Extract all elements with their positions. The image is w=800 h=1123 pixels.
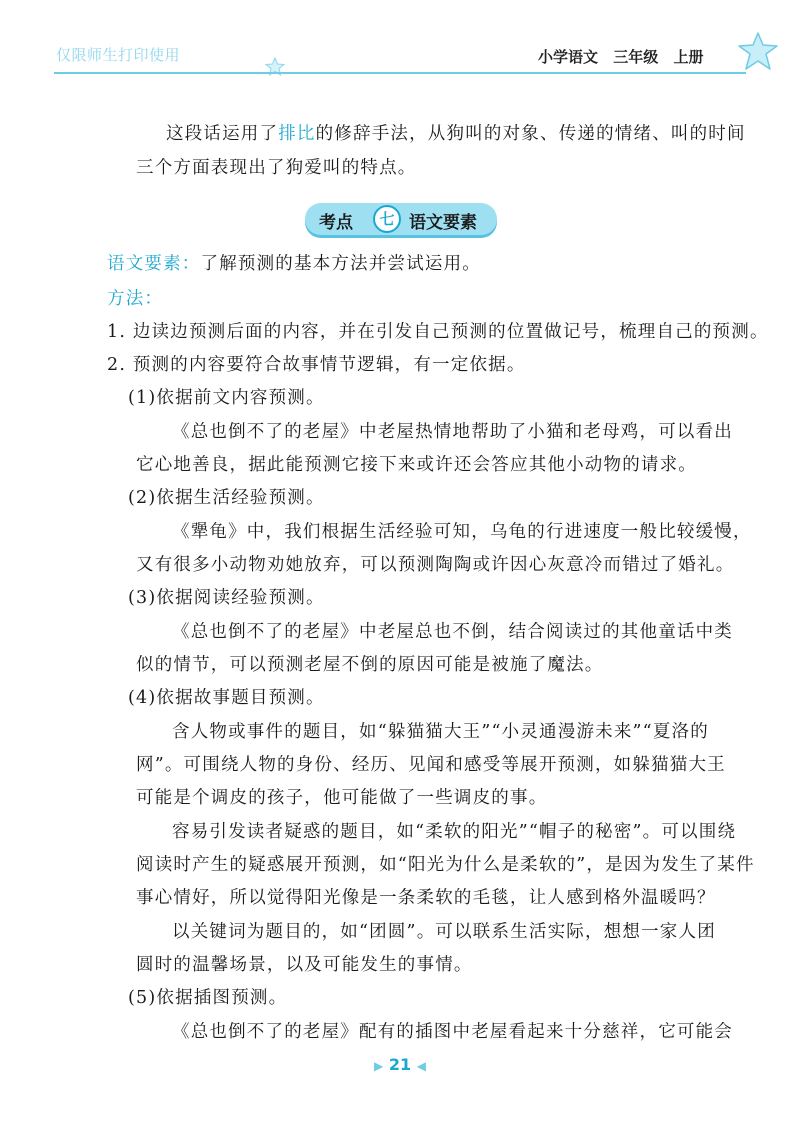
body-line: 《总也倒不了的老屋》中老屋热情地帮助了小猫和老母鸡，可以看出 bbox=[172, 422, 733, 442]
body-line: 圆时的温馨场景，以及可能发生的事情。 bbox=[136, 955, 473, 975]
intro-highlight: 排比 bbox=[278, 124, 316, 144]
star-icon-large bbox=[734, 30, 782, 74]
chevron-left-icon: ◀ bbox=[416, 1059, 426, 1073]
body-line: (5)依据插图预测。 bbox=[128, 988, 288, 1008]
body-line: (1)依据前文内容预测。 bbox=[128, 388, 325, 408]
page-number: 21 bbox=[388, 1055, 412, 1074]
body-line: 含人物或事件的题目，如“躲猫猫大王”“小灵通漫游未来”“夏洛的 bbox=[172, 722, 709, 742]
intro-text-post: 的修辞手法，从狗叫的对象、传递的情绪、叫的时间 bbox=[315, 124, 746, 144]
page-number-footer bbox=[368, 1055, 432, 1074]
body-line: (4)依据故事题目预测。 bbox=[128, 688, 325, 708]
body-line: 1. 边读边预测后面的内容，并在引发自己预测的位置做记号，梳理自己的预测。 bbox=[107, 322, 769, 342]
body-line: (3)依据阅读经验预测。 bbox=[128, 588, 325, 608]
body-line: 它心地善良，据此能预测它接下来或许还会答应其他小动物的请求。 bbox=[136, 455, 697, 475]
intro-line-2: 三个方面表现出了狗爱叫的特点。 bbox=[136, 158, 417, 178]
banner-number-badge: 七 bbox=[373, 205, 401, 233]
body-line: 网”。可围绕人物的身份、经历、见闻和感受等展开预测，如躲猫猫大王 bbox=[136, 755, 726, 775]
body-line: 阅读时产生的疑惑展开预测，如“阳光为什么是柔软的”，是因为发生了某件 bbox=[136, 855, 755, 875]
watermark-text: 仅限师生打印使用 bbox=[56, 46, 181, 64]
body-line: 《总也倒不了的老屋》中老屋总也不倒，结合阅读过的其他童话中类 bbox=[172, 622, 733, 642]
body-line: 2. 预测的内容要符合故事情节逻辑，有一定依据。 bbox=[107, 355, 526, 375]
body-line: 容易引发读者疑惑的题目，如“柔软的阳光”“帽子的秘密”。可以围绕 bbox=[172, 822, 737, 842]
body-line: 《犟龟》中，我们根据生活经验可知，乌龟的行进速度一般比较缓慢， bbox=[172, 522, 752, 542]
element-label: 语文要素： bbox=[107, 254, 201, 274]
body-line: 以关键词为题目的，如“团圆”。可以联系生活实际，想想一家人团 bbox=[172, 922, 716, 942]
element-line bbox=[107, 250, 481, 275]
header-divider bbox=[54, 72, 746, 74]
intro-line-1 bbox=[166, 120, 746, 145]
body-line: (2)依据生活经验预测。 bbox=[128, 488, 325, 508]
body-line: 事心情好，所以觉得阳光像是一条柔软的毛毯，让人感到格外温暖吗？ bbox=[136, 888, 716, 908]
banner-label-left: 考点 bbox=[319, 213, 353, 233]
method-label: 方法： bbox=[107, 289, 164, 309]
element-text: 了解预测的基本方法并尝试运用。 bbox=[200, 254, 481, 274]
star-icon-small bbox=[264, 56, 286, 78]
intro-text-pre: 这段话运用了 bbox=[166, 124, 279, 144]
banner-label-right: 语文要素 bbox=[409, 213, 477, 233]
subject-grade-label: 小学语文 三年级 上册 bbox=[538, 48, 704, 66]
body-line: 似的情节，可以预测老屋不倒的原因可能是被施了魔法。 bbox=[136, 655, 604, 675]
section-banner bbox=[305, 203, 497, 235]
body-line: 《总也倒不了的老屋》配有的插图中老屋看起来十分慈祥，它可能会 bbox=[172, 1022, 733, 1042]
body-line: 可能是个调皮的孩子，他可能做了一些调皮的事。 bbox=[136, 788, 548, 808]
body-line: 又有很多小动物劝她放弃，可以预测陶陶或许因心灰意冷而错过了婚礼。 bbox=[136, 555, 735, 575]
chevron-right-icon: ▶ bbox=[374, 1059, 384, 1073]
